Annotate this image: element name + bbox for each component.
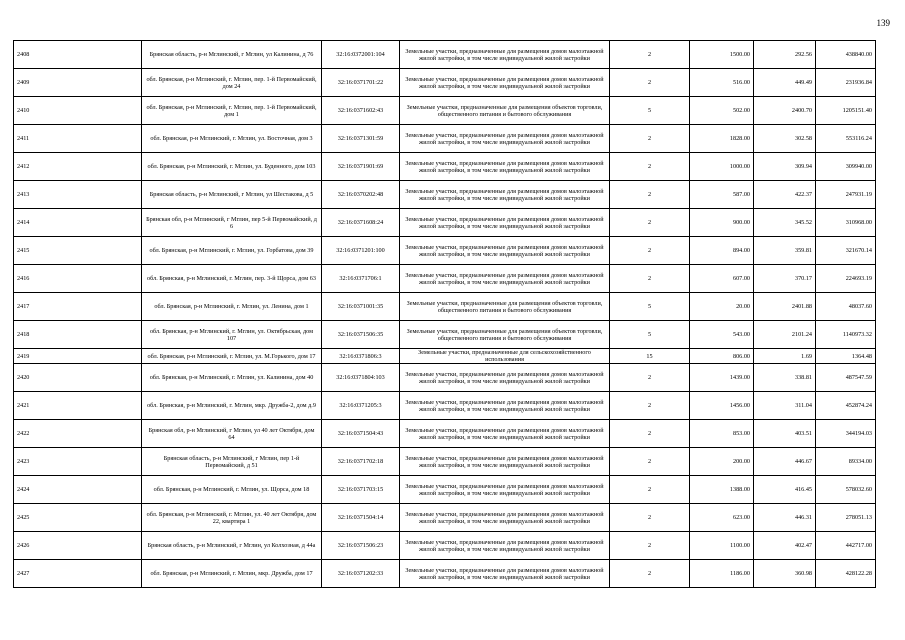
row-number-cell: 2417 <box>14 293 142 321</box>
table-row <box>14 97 876 125</box>
cadastral-number-cell: 32:16:0371702:18 <box>322 448 400 476</box>
land-use-cell: Земельные участки, предназначенные для размещения объектов торговли, общественного питания и бытового обслуживания <box>400 321 610 349</box>
table-row <box>14 209 876 237</box>
cadastral-number-cell: 32:16:0371706:1 <box>322 265 400 293</box>
cadastral-number-cell: 32:16:0371804:103 <box>322 364 400 392</box>
unit-price-cell: 292.56 <box>754 41 816 69</box>
address-cell: обл. Брянская, р-н Мглинский, г. Мглин, ул. Щорса, дом 18 <box>142 476 322 504</box>
cadastral-number-cell: 32:16:0371201:100 <box>322 237 400 265</box>
unit-price-cell: 2401.88 <box>754 293 816 321</box>
row-number-cell: 2425 <box>14 504 142 532</box>
address-cell: Брянская область, р-н Мглинский, г Мглин, ул Калинина, д 76 <box>142 41 322 69</box>
category-cell: 2 <box>610 560 690 588</box>
category-cell: 2 <box>610 181 690 209</box>
category-cell: 5 <box>610 321 690 349</box>
land-use-cell: Земельные участки, предназначенные для размещения домов малоэтажной жилой застройки, в том числе индивидуальной жилой застройки <box>400 237 610 265</box>
land-use-cell: Земельные участки, предназначенные для размещения домов малоэтажной жилой застройки, в том числе индивидуальной жилой застройки <box>400 265 610 293</box>
address-cell: Брянская обл, р-н Мглинский, г Мглин, пер 5-й Первомайский, д 6 <box>142 209 322 237</box>
cadastral-value-cell: 1205151.40 <box>816 97 876 125</box>
area-cell: 1388.00 <box>690 476 754 504</box>
unit-price-cell: 360.98 <box>754 560 816 588</box>
cadastral-number-cell: 32:16:0370202:48 <box>322 181 400 209</box>
unit-price-cell: 422.37 <box>754 181 816 209</box>
unit-price-cell: 416.45 <box>754 476 816 504</box>
table-row <box>14 476 876 504</box>
cadastral-value-cell: 553116.24 <box>816 125 876 153</box>
row-number-cell: 2409 <box>14 69 142 97</box>
row-number-cell: 2420 <box>14 364 142 392</box>
row-number-cell: 2410 <box>14 97 142 125</box>
area-cell: 1500.00 <box>690 41 754 69</box>
address-cell: обл. Брянская, р-н Мглинский, г. Мглин, ул. Октябрьская, дом 107 <box>142 321 322 349</box>
land-use-cell: Земельные участки, предназначенные для сельскохозяйственного использования <box>400 349 610 364</box>
cadastral-value-cell: 1140973.32 <box>816 321 876 349</box>
land-use-cell: Земельные участки, предназначенные для размещения домов малоэтажной жилой застройки, в том числе индивидуальной жилой застройки <box>400 392 610 420</box>
area-cell: 1186.00 <box>690 560 754 588</box>
table-row <box>14 321 876 349</box>
land-use-cell: Земельные участки, предназначенные для размещения домов малоэтажной жилой застройки, в том числе индивидуальной жилой застройки <box>400 181 610 209</box>
table-row <box>14 364 876 392</box>
address-cell: обл. Брянская, р-н Мглинский, г. Мглин, ул. Горбатова, дом 39 <box>142 237 322 265</box>
row-number-cell: 2416 <box>14 265 142 293</box>
land-use-cell: Земельные участки, предназначенные для размещения домов малоэтажной жилой застройки, в том числе индивидуальной жилой застройки <box>400 504 610 532</box>
land-use-cell: Земельные участки, предназначенные для размещения домов малоэтажной жилой застройки, в том числе индивидуальной жилой застройки <box>400 448 610 476</box>
category-cell: 2 <box>610 420 690 448</box>
area-cell: 1828.00 <box>690 125 754 153</box>
cadastral-value-cell: 1364.48 <box>816 349 876 364</box>
land-use-cell: Земельные участки, предназначенные для размещения домов малоэтажной жилой застройки, в том числе индивидуальной жилой застройки <box>400 153 610 181</box>
land-use-cell: Земельные участки, предназначенные для размещения домов малоэтажной жилой застройки, в том числе индивидуальной жилой застройки <box>400 69 610 97</box>
cadastral-number-cell: 32:16:0371506:35 <box>322 321 400 349</box>
table-row <box>14 41 876 69</box>
cadastral-number-cell: 32:16:0371504:43 <box>322 420 400 448</box>
row-number-cell: 2422 <box>14 420 142 448</box>
row-number-cell: 2412 <box>14 153 142 181</box>
cadastral-number-cell: 32:16:0371001:35 <box>322 293 400 321</box>
table-row <box>14 125 876 153</box>
cadastral-number-cell: 32:16:0371901:69 <box>322 153 400 181</box>
unit-price-cell: 302.58 <box>754 125 816 153</box>
address-cell: обл. Брянская, р-н Мглинский, г. Мглин, ул. Калинина, дом 40 <box>142 364 322 392</box>
table-row <box>14 560 876 588</box>
area-cell: 543.00 <box>690 321 754 349</box>
cadastral-number-cell: 32:16:0371202:33 <box>322 560 400 588</box>
cadastral-value-cell: 247931.19 <box>816 181 876 209</box>
table-row <box>14 349 876 364</box>
row-number-cell: 2424 <box>14 476 142 504</box>
address-cell: Брянская область, р-н Мглинский, г Мглин, ул Колхозная, д 44а <box>142 532 322 560</box>
row-number-cell: 2408 <box>14 41 142 69</box>
category-cell: 2 <box>610 237 690 265</box>
address-cell: обл. Брянская, р-н Мглинский, г. Мглин, ул. Ленина, дом 1 <box>142 293 322 321</box>
cadastral-number-cell: 32:16:0371506:23 <box>322 532 400 560</box>
category-cell: 2 <box>610 392 690 420</box>
land-use-cell: Земельные участки, предназначенные для размещения объектов торговли, общественного питания и бытового обслуживания <box>400 97 610 125</box>
unit-price-cell: 359.81 <box>754 237 816 265</box>
unit-price-cell: 338.81 <box>754 364 816 392</box>
land-use-cell: Земельные участки, предназначенные для размещения домов малоэтажной жилой застройки, в том числе индивидуальной жилой застройки <box>400 125 610 153</box>
address-cell: Брянская обл, р-н Мглинский, г Мглин, ул 40 лет Октября, дом 64 <box>142 420 322 448</box>
area-cell: 894.00 <box>690 237 754 265</box>
area-cell: 1000.00 <box>690 153 754 181</box>
category-cell: 2 <box>610 265 690 293</box>
category-cell: 2 <box>610 364 690 392</box>
address-cell: Брянская область, р-н Мглинский, г Мглин, пер 1-й Первомайский, д 51 <box>142 448 322 476</box>
cadastral-value-cell: 442717.00 <box>816 532 876 560</box>
cadastral-value-cell: 309940.00 <box>816 153 876 181</box>
table-body <box>14 41 876 588</box>
cadastral-number-cell: 32:16:0371703:15 <box>322 476 400 504</box>
cadastral-number-cell: 32:16:0371205:3 <box>322 392 400 420</box>
address-cell: обл. Брянская, р-н Мглинский, г. Мглин, ул. М.Горького, дом 17 <box>142 349 322 364</box>
land-use-cell: Земельные участки, предназначенные для размещения объектов торговли, общественного питания и бытового обслуживания <box>400 293 610 321</box>
row-number-cell: 2413 <box>14 181 142 209</box>
cadastral-number-cell: 32:16:0371602:43 <box>322 97 400 125</box>
category-cell: 2 <box>610 209 690 237</box>
area-cell: 853.00 <box>690 420 754 448</box>
area-cell: 1456.00 <box>690 392 754 420</box>
row-number-cell: 2427 <box>14 560 142 588</box>
address-cell: обл. Брянская, р-н Мглинский, г. Мглин, пер. 1-й Первомайский, дом 1 <box>142 97 322 125</box>
table-row <box>14 265 876 293</box>
land-use-cell: Земельные участки, предназначенные для размещения домов малоэтажной жилой застройки, в том числе индивидуальной жилой застройки <box>400 41 610 69</box>
row-number-cell: 2411 <box>14 125 142 153</box>
land-use-cell: Земельные участки, предназначенные для размещения домов малоэтажной жилой застройки, в том числе индивидуальной жилой застройки <box>400 209 610 237</box>
cadastral-number-cell: 32:16:0371608:24 <box>322 209 400 237</box>
cadastral-number-cell: 32:16:0371806:3 <box>322 349 400 364</box>
area-cell: 1100.00 <box>690 532 754 560</box>
table-row <box>14 181 876 209</box>
page-number: 139 <box>876 18 890 28</box>
category-cell: 2 <box>610 153 690 181</box>
cadastral-value-cell: 428122.28 <box>816 560 876 588</box>
area-cell: 900.00 <box>690 209 754 237</box>
address-cell: обл. Брянская, р-н Мглинский, г. Мглин, мкр. Дружба, дом 17 <box>142 560 322 588</box>
area-cell: 607.00 <box>690 265 754 293</box>
cadastral-value-cell: 578032.60 <box>816 476 876 504</box>
cadastral-value-cell: 344194.03 <box>816 420 876 448</box>
address-cell: обл. Брянская, р-н Мглинский, г. Мглин, пер. 1-й Первомайский, дом 24 <box>142 69 322 97</box>
address-cell: Брянская область, р-н Мглинский, г Мглин, ул Шестакова, д 5 <box>142 181 322 209</box>
category-cell: 2 <box>610 504 690 532</box>
address-cell: обл. Брянская, р-н Мглинский, г. Мглин, ул. Буденного, дом 103 <box>142 153 322 181</box>
cadastral-value-cell: 48037.60 <box>816 293 876 321</box>
cadastral-value-cell: 224693.19 <box>816 265 876 293</box>
unit-price-cell: 311.04 <box>754 392 816 420</box>
area-cell: 623.00 <box>690 504 754 532</box>
land-use-cell: Земельные участки, предназначенные для размещения домов малоэтажной жилой застройки, в том числе индивидуальной жилой застройки <box>400 420 610 448</box>
land-registry-table <box>13 40 876 588</box>
category-cell: 2 <box>610 69 690 97</box>
table-row <box>14 69 876 97</box>
address-cell: обл. Брянская, р-н Мглинский, г. Мглин, ул. Восточная, дом 3 <box>142 125 322 153</box>
unit-price-cell: 446.31 <box>754 504 816 532</box>
area-cell: 502.00 <box>690 97 754 125</box>
table-row <box>14 420 876 448</box>
cadastral-number-cell: 32:16:0371701:22 <box>322 69 400 97</box>
area-cell: 587.00 <box>690 181 754 209</box>
area-cell: 806.00 <box>690 349 754 364</box>
row-number-cell: 2426 <box>14 532 142 560</box>
cadastral-number-cell: 32:16:0371301:59 <box>322 125 400 153</box>
unit-price-cell: 446.67 <box>754 448 816 476</box>
category-cell: 5 <box>610 97 690 125</box>
category-cell: 2 <box>610 448 690 476</box>
table-row <box>14 237 876 265</box>
cadastral-value-cell: 487547.59 <box>816 364 876 392</box>
category-cell: 2 <box>610 532 690 560</box>
row-number-cell: 2421 <box>14 392 142 420</box>
table-row <box>14 448 876 476</box>
area-cell: 200.00 <box>690 448 754 476</box>
unit-price-cell: 1.69 <box>754 349 816 364</box>
unit-price-cell: 2101.24 <box>754 321 816 349</box>
cadastral-value-cell: 452874.24 <box>816 392 876 420</box>
category-cell: 2 <box>610 125 690 153</box>
row-number-cell: 2414 <box>14 209 142 237</box>
land-use-cell: Земельные участки, предназначенные для размещения домов малоэтажной жилой застройки, в том числе индивидуальной жилой застройки <box>400 476 610 504</box>
unit-price-cell: 345.52 <box>754 209 816 237</box>
cadastral-value-cell: 278051.13 <box>816 504 876 532</box>
category-cell: 2 <box>610 41 690 69</box>
unit-price-cell: 2400.70 <box>754 97 816 125</box>
address-cell: обл. Брянская, р-н Мглинский, г. Мглин, пер. 3-й Щорса, дом 63 <box>142 265 322 293</box>
unit-price-cell: 309.94 <box>754 153 816 181</box>
area-cell: 516.00 <box>690 69 754 97</box>
land-use-cell: Земельные участки, предназначенные для размещения домов малоэтажной жилой застройки, в том числе индивидуальной жилой застройки <box>400 560 610 588</box>
cadastral-number-cell: 32:16:0372001:104 <box>322 41 400 69</box>
land-use-cell: Земельные участки, предназначенные для размещения домов малоэтажной жилой застройки, в том числе индивидуальной жилой застройки <box>400 532 610 560</box>
category-cell: 2 <box>610 476 690 504</box>
cadastral-value-cell: 231936.84 <box>816 69 876 97</box>
cadastral-value-cell: 89334.00 <box>816 448 876 476</box>
row-number-cell: 2415 <box>14 237 142 265</box>
unit-price-cell: 403.51 <box>754 420 816 448</box>
address-cell: обл. Брянская, р-н Мглинский, г. Мглин, ул. 40 лет Октября, дом 22, квартира 1 <box>142 504 322 532</box>
land-use-cell: Земельные участки, предназначенные для размещения домов малоэтажной жилой застройки, в том числе индивидуальной жилой застройки <box>400 364 610 392</box>
cadastral-value-cell: 438840.00 <box>816 41 876 69</box>
area-cell: 20.00 <box>690 293 754 321</box>
table-row <box>14 532 876 560</box>
area-cell: 1439.00 <box>690 364 754 392</box>
unit-price-cell: 370.17 <box>754 265 816 293</box>
table-row <box>14 392 876 420</box>
category-cell: 5 <box>610 293 690 321</box>
table-row <box>14 153 876 181</box>
row-number-cell: 2418 <box>14 321 142 349</box>
cadastral-number-cell: 32:16:0371504:14 <box>322 504 400 532</box>
category-cell: 15 <box>610 349 690 364</box>
row-number-cell: 2423 <box>14 448 142 476</box>
address-cell: обл. Брянская, р-н Мглинский, г. Мглин, мкр. Дружба-2, дом д.9 <box>142 392 322 420</box>
table-row <box>14 504 876 532</box>
table-row <box>14 293 876 321</box>
cadastral-value-cell: 321670.14 <box>816 237 876 265</box>
cadastral-value-cell: 310968.00 <box>816 209 876 237</box>
unit-price-cell: 402.47 <box>754 532 816 560</box>
unit-price-cell: 449.49 <box>754 69 816 97</box>
row-number-cell: 2419 <box>14 349 142 364</box>
